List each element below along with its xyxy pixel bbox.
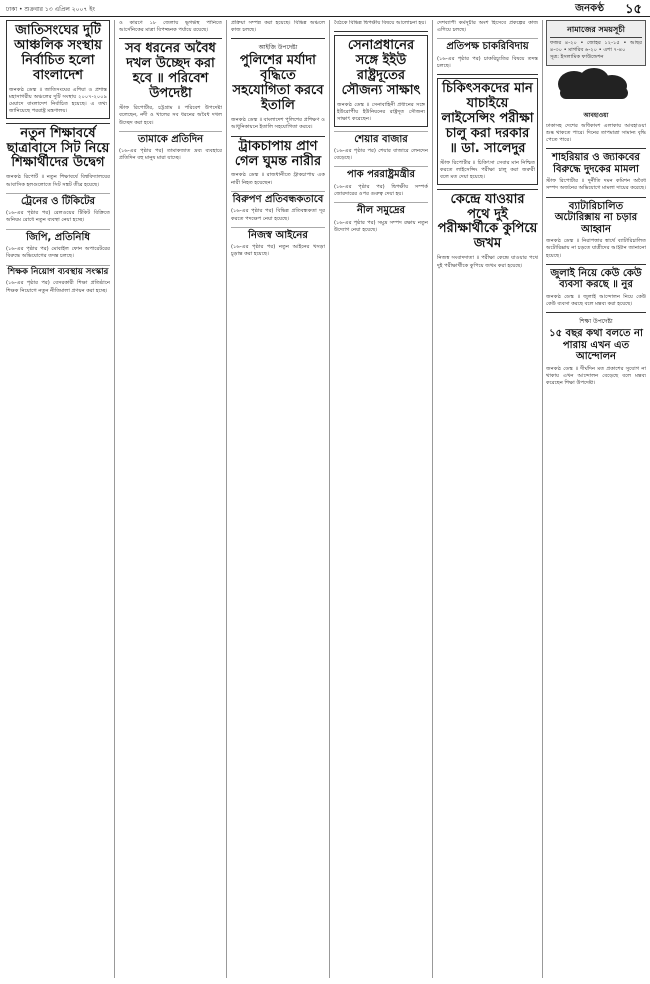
article-barrier xyxy=(231,194,325,223)
article-body: (১৬-এর পৃষ্ঠার পর) শেয়ার বাজারে লেনদেন বেড়েছে। xyxy=(334,148,428,162)
article-continuation xyxy=(231,20,325,34)
headline: পুলিশের মর্যাদা বৃদ্ধিতে সহযোগিতা করবে ইতালি xyxy=(232,53,324,114)
article-police-italy xyxy=(231,42,325,131)
kicker: শিক্ষা উপদেষ্টা xyxy=(579,318,613,326)
article-body: (১৬-এর পৃষ্ঠার পর) নতুন আইনের খসড়া চূড়ান্ত করা হয়েছে। xyxy=(231,244,325,258)
headline: জাতিসংঘের দুটি আঞ্চলিক সংস্থায় নির্বাচিত হলো বাংলাদেশ xyxy=(14,23,102,83)
article-dismissal xyxy=(437,41,538,70)
article-body: জনকণ্ঠ ডেস্ক ॥ বাংলাদেশ পুলিশের প্রশিক্ষণ ও আধুনিকায়নে ইতালি সহযোগিতা করবে। xyxy=(231,117,325,131)
article-body: (১৬-এর পৃষ্ঠার পর) রেলওয়ের টিকিট বিক্রিতে অনিয়ম রোধে নতুন ব্যবস্থা নেয়া হচ্ছে। xyxy=(6,210,110,224)
article-pak-fm xyxy=(334,169,428,198)
article-truck-accident xyxy=(231,140,325,187)
article-body: (১৬-এর পৃষ্ঠার পর) সমুদ্র সম্পদ রক্ষায় নতুন উদ্যোগ নেয়া হয়েছে। xyxy=(334,219,428,234)
page-header xyxy=(0,0,650,17)
article-body: (১৬-এর পৃষ্ঠার পর) দ্বিপক্ষীয় সম্পর্ক জোরদারের ওপর গুরুত্ব দেয়া হয়। xyxy=(334,183,428,198)
article-body: প্রক্রিয়া সম্পন্ন করা হয়েছে। বিভিন্ন অঞ্চলে কাজ চলছে। xyxy=(231,20,325,34)
article-body: (১৬-এর পৃষ্ঠার পর) বেসরকারী শিক্ষা প্রতিষ্ঠানে শিক্ষক নিয়োগে নতুন নীতিমালা প্রণয়ন করা হচ্ছে। xyxy=(6,280,110,294)
column-5 xyxy=(437,20,538,978)
box-body: ফজর ৪-২০ • জোহর ১২-১৫ • আছর ৪-৩০ • মাগরিব ৬-২০ • এশা ৭-৪০ xyxy=(550,40,642,54)
article-share-market xyxy=(334,134,428,163)
article-train-ticket xyxy=(6,196,110,225)
article-body: জনকণ্ঠ ডেস্ক ॥ নিরাপত্তার স্বার্থে ব্যাটারিচালিত অটোরিক্সায় না চড়তে যাত্রীদের আহ্বান জানানো হয়েছে। xyxy=(546,238,646,259)
box-label: আবহাওয়া xyxy=(583,111,609,119)
headline: তামাকে প্রতিদিন xyxy=(137,133,204,145)
article-acc-case xyxy=(546,152,646,192)
article-body: স্টাফ রিপোর্টার ॥ দুর্নীতি দমন কমিশন অবৈধ সম্পদ অর্জনের অভিযোগে মামলা দায়ের করেছে। xyxy=(546,178,646,192)
headline: নতুন শিক্ষাবর্ষে ছাত্রাবাসে সিট নিয়ে শিক্ষার্থীদের উদ্বেগ xyxy=(6,125,110,171)
headline: ১৫ বছর কথা বলতে না পারায় এখন এত আন্দোলন xyxy=(549,328,643,363)
column-rule xyxy=(432,20,433,978)
headline: চিকিৎসকদের মান যাচাইয়ে লাইসেন্সিং পরীক্ষা চালু করা দরকার ॥ ডা. সালেদুর xyxy=(441,81,534,157)
article-teacher xyxy=(6,268,110,295)
column-rule xyxy=(542,20,543,978)
article-hostel-seat xyxy=(6,127,110,189)
article-body: জনকণ্ঠ রিপোর্ট ॥ নতুন শিক্ষাবর্ষে বিশ্ববিদ্যালয়ের আবাসিক হলগুলোতে সিট সঙ্কট তীব্র হয়েছে। xyxy=(6,174,110,188)
box-title: নামাজের সময়সূচী xyxy=(550,24,642,38)
column-1 xyxy=(6,20,110,978)
column-rule xyxy=(226,20,227,978)
article-un-election xyxy=(6,20,110,119)
headline: পাক পররাষ্ট্রমন্ত্রীর xyxy=(346,169,416,181)
article-body: জনকণ্ঠ ডেস্ক ॥ জুলাই আন্দোলন নিয়ে কেউ কেউ ব্যবসা করছে বলে মন্তব্য করা হয়েছে। xyxy=(546,293,646,307)
column-4 xyxy=(334,20,428,978)
article-body: ঢাকাসহ দেশের অধিকাংশ এলাকায় আবহাওয়া শুষ্ক থাকতে পারে। দিনের তাপমাত্রা সামান্য বৃদ্ধি পেতে পারে। xyxy=(546,122,646,144)
article-examinee-attack xyxy=(437,193,538,270)
weather-cloud-icon xyxy=(546,66,646,104)
article-gp xyxy=(6,232,110,261)
box-source: সূত্র: ইসলামিক ফাউন্ডেশন xyxy=(550,54,604,61)
article-body: জনকণ্ঠ ডেস্ক ॥ রাজধানীতে ট্রাকচাপায় এক নারী নিহত হয়েছেন। xyxy=(231,172,325,186)
article-body: ও কারণে ১৮ জেলায় ভূগর্ভস্থ পানিতে আর্সেনিকের মাত্রা বিপজ্জনক পর্যায়ে রয়েছে। xyxy=(119,20,222,34)
article-tobacco xyxy=(119,134,222,163)
headline: ট্রাকচাপায় প্রাণ গেল ঘুমন্ত নারীর xyxy=(234,138,322,169)
article-illegal-occupation xyxy=(119,42,222,126)
article-continuation xyxy=(119,20,222,34)
kicker: আইজি উপদেষ্টা xyxy=(258,44,298,52)
headline: নিজস্ব আইনের xyxy=(248,229,308,241)
article-auto-rickshaw xyxy=(546,201,646,260)
article-doctor-licensing xyxy=(437,78,538,184)
article-army-chief-eu xyxy=(334,35,428,126)
article-body: জনকণ্ঠ ডেস্ক ॥ জাতিসংঘের এশিয়া ও প্রশান্ত মহাসাগরীয় অঞ্চলের দুটি সংস্থায় ২০০৭-২০০৯ মেয়াদে বাংলাদেশ নির্বাচিত হয়েছে। এ তথ্য জানিয়েছে পররাষ্ট্র মন্ত্রণালয়। xyxy=(9,86,107,115)
page-number: ১৫ xyxy=(625,2,642,17)
dateline: ঢাকা • শুক্রবার ১৩ এপ্রিল ২০০৭ ইং xyxy=(6,6,95,13)
headline: সব ধরনের অবৈধ দখল উচ্ছেদ করা হবে ॥ পরিবেশ উপদেষ্টা xyxy=(125,41,216,102)
article-body: (১৬-এর পৃষ্ঠার পর) বিভিন্ন প্রতিবন্ধকতা দূর করতে পদক্ষেপ নেয়া হয়েছে। xyxy=(231,208,325,222)
article-own-law xyxy=(231,230,325,259)
article-education-adviser xyxy=(546,316,646,387)
headline: সেনাপ্রধানের সঙ্গে ইইউ রাষ্ট্রদূতের সৌজন্য সাক্ষাৎ xyxy=(341,38,421,99)
headline: ব্যাটারিচালিত অটোরিক্সায় না চড়ার আহ্বান xyxy=(554,200,638,235)
article-body: জনকণ্ঠ ডেস্ক ॥ দীর্ঘদিন মত প্রকাশের সুযোগ না থাকায় এখন আন্দোলন বেড়েছে বলে মন্তব্য করেছেন শিক্ষা উপদেষ্টা। xyxy=(546,365,646,387)
article-body: স্টাফ রিপোর্টার, চট্টগ্রাম ॥ পরিবেশ উপদেষ্টা বলেছেন, নদী ও খালের সব ধরনের অবৈধ দখল উচ্ছেদ করা হবে। xyxy=(119,105,222,126)
article-continuation xyxy=(334,20,428,27)
article-body: স্টাফ রিপোর্টার ॥ চিকিৎসা সেবার মান নিশ্চিত করতে লাইসেন্সিং পরীক্ষা চালু করা জরুরী বলে মত দেয়া হয়েছে। xyxy=(440,160,535,181)
headline: প্রতিপক্ষ চাকরিবিদায় xyxy=(446,41,529,53)
article-body: (১৬-এর পৃষ্ঠার পর) তামাকজাত দ্রব্য ব্যবহারে প্রতিদিন বহু মানুষ মারা যাচ্ছে। xyxy=(119,148,222,162)
headline: ট্রেনের ও টিকিটের xyxy=(20,195,96,207)
headline: শাহরিয়ার ও জ্যাকবের বিরুদ্ধে দুদকের মামলা xyxy=(552,152,640,175)
headline: বিরুপণ প্রতিবন্ধকতাবে xyxy=(232,193,324,205)
article-blue-sea xyxy=(334,205,428,234)
article-continuation xyxy=(437,20,538,34)
paper-name: জনকণ্ঠ xyxy=(575,3,604,14)
article-body: বৈঠকে বিভিন্ন দ্বিপক্ষীয় বিষয়ে আলোচনা হয়। xyxy=(334,20,427,26)
headline: কেন্দ্রে যাওয়ার পথে দুই পরীক্ষার্থীকে কুপিয়ে জখম xyxy=(437,191,538,252)
column-rule xyxy=(329,20,330,978)
prayer-times-box xyxy=(546,20,646,66)
headline: শিক্ষক নিয়োগ ব্যবস্থায় সংস্কার xyxy=(7,266,109,277)
article-body: নিজস্ব সংবাদদাতা ॥ পরীক্ষা কেন্দ্রে যাওয়ার পথে দুই পরীক্ষার্থীকে কুপিয়ে জখম করা হয়েছে। xyxy=(437,255,538,269)
article-body: দেশব্যাপী কর্মসূচীর অংশ হিসেবে প্রকল্পের কাজ এগিয়ে চলছে। xyxy=(437,20,538,34)
article-body: জনকণ্ঠ ডেস্ক ॥ সেনাবাহিনী প্রধানের সঙ্গে ইউরোপীয় ইউনিয়নের রাষ্ট্রদূত সৌজন্য সাক্ষাৎ করেছেন। xyxy=(337,101,425,123)
article-body: (১৬-এর পৃষ্ঠার পর) চাকরিচ্যুতির বিষয়ে তদন্ত চলছে। xyxy=(437,55,538,70)
headline: জুলাই নিয়ে কেউ কেউ ব্যবসা করছে ॥ নুর xyxy=(550,267,642,291)
weather-report xyxy=(546,110,646,145)
column-3 xyxy=(231,20,325,978)
column-rule xyxy=(114,20,115,978)
column-6 xyxy=(546,20,646,978)
headline: শেয়ার বাজার xyxy=(354,133,408,145)
article-body: (১৬-এর পৃষ্ঠার পর) মোবাইল ফোন অপারেটরের বিরুদ্ধে অভিযোগের তদন্ত চলছে। xyxy=(6,246,110,260)
headline: জিপি, প্রতিনিধি xyxy=(26,231,90,243)
headline: নীল সমুদ্রের xyxy=(356,205,406,217)
article-nur xyxy=(546,268,646,308)
column-2 xyxy=(119,20,222,978)
